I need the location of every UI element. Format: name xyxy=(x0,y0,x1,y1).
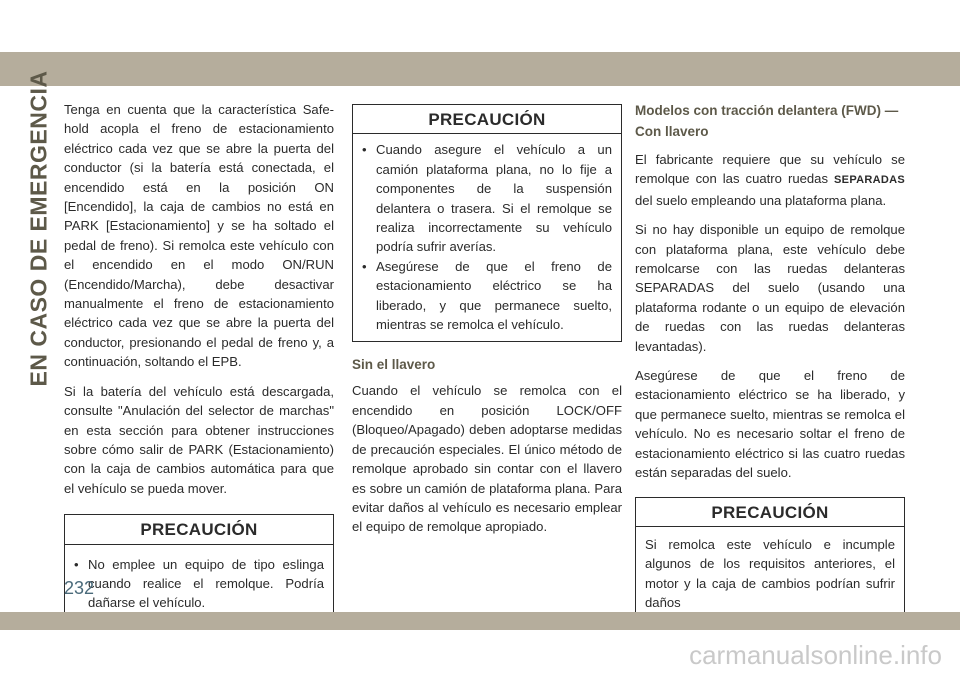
subheading-fwd xyxy=(635,100,905,142)
subheading-without-fob: Sin el llavero xyxy=(352,357,436,373)
column-1 xyxy=(64,100,334,637)
top-margin xyxy=(0,0,960,52)
caution-box-flatbed xyxy=(352,104,622,342)
subheading-fwd-line1: Modelos con tracción delantera (FWD) — xyxy=(635,103,899,118)
column-3 xyxy=(635,100,905,632)
caution-heading: PRECAUCIÓN xyxy=(636,498,904,527)
paragraph-without-fob: Cuando el vehículo se remolca con el encendido en posición LOCK/OFF (Bloqueo/Apagado) deben adoptarse medidas de precaución especiales. El único método de remolque aprobado sin contar con el llavero es sobre un camión de plataforma plana. Para evitar daños al vehículo es necesario emplear el equipo de remolque apropiado. xyxy=(352,383,622,535)
caution-box-sling xyxy=(64,514,334,625)
caution-heading: PRECAUCIÓN xyxy=(353,105,621,134)
caution-heading: PRECAUCIÓN xyxy=(65,515,333,544)
paragraph-safehold: Tenga en cuenta que la característica Safe-hold acopla el freno de estacionamiento eléctrico cada vez que se abre la puerta del conductor (si la batería está conectada, el encendido está en la posición ON [Encendido], la caja de cambios no está en PARK [Estacionamiento] y se ha soltado el pedal de freno). Si remolca este vehículo con el encendido en el modo ON/RUN (Encendido/Marcha), debe desactivar manualmente el freno de estacionamiento eléctrico cada vez que se abre la puerta del conductor, presionando el pedal de freno y, a continuación, soltando el EPB. xyxy=(64,102,334,370)
watermark-text: carmanualsonline.info xyxy=(689,640,942,670)
column-2 xyxy=(352,100,622,547)
paragraph-dolly: Si no hay disponible un equipo de remolque con plataforma plana, este vehículo debe remolcarse con las ruedas delanteras SEPARADAS del suelo (usando una plataforma rodante o un equipo de elevación de ruedas con las ruedas delanteras levantadas). xyxy=(635,222,905,354)
section-side-title xyxy=(24,70,54,386)
caution-text: Si remolca este vehículo e incumple algunos de los requisitos anteriores, el motor y la caja de cambios podrían sufrir daños xyxy=(645,536,895,611)
paragraph-battery: Si la batería del vehículo está descargada, consulte "Anulación del selector de marchas" en esta sección para obtener instrucciones sobre cómo salir de PARK (Estacionamiento) con la caja de cambios automática para que el vehículo se pueda mover. xyxy=(64,383,334,496)
caution-item: • No emplee un equipo de tipo eslinga cuando realice el remolque. Podría dañarse el vehículo. xyxy=(74,555,324,613)
paragraph-manufacturer: El fabricante requiere que su vehículo se remolque con las cuatro ruedas SEPARADAS del suelo empleando una plataforma plana. xyxy=(635,152,905,208)
section-title-text: EN CASO DE EMERGENCIA xyxy=(25,70,52,386)
page-number: 232 xyxy=(64,578,95,598)
subheading-fwd-line2: Con llavero xyxy=(635,124,709,139)
paragraph-brake: Asegúrese de que el freno de estacionamiento eléctrico se ha liberado, y que permanece suelto, mientras se remolca el vehículo. No es necesario soltar el freno de estacionamiento eléctrico si las cuatro ruedas están separadas del suelo. xyxy=(635,368,905,481)
caution-item: • Asegúrese de que el freno de estacionamiento eléctrico se ha liberado, y que permanece suelto, mientras se remolca el vehículo. xyxy=(362,257,612,335)
caution-box-requirements xyxy=(635,497,905,620)
header-strip xyxy=(0,52,960,86)
caution-item: • Cuando asegure el vehículo a un camión plataforma plana, no lo fije a componentes de la suspensión delantera o trasera. Si el remolque se realiza incorrectamente su vehículo podría sufrir averías. xyxy=(362,140,612,256)
footer-strip xyxy=(0,612,960,630)
